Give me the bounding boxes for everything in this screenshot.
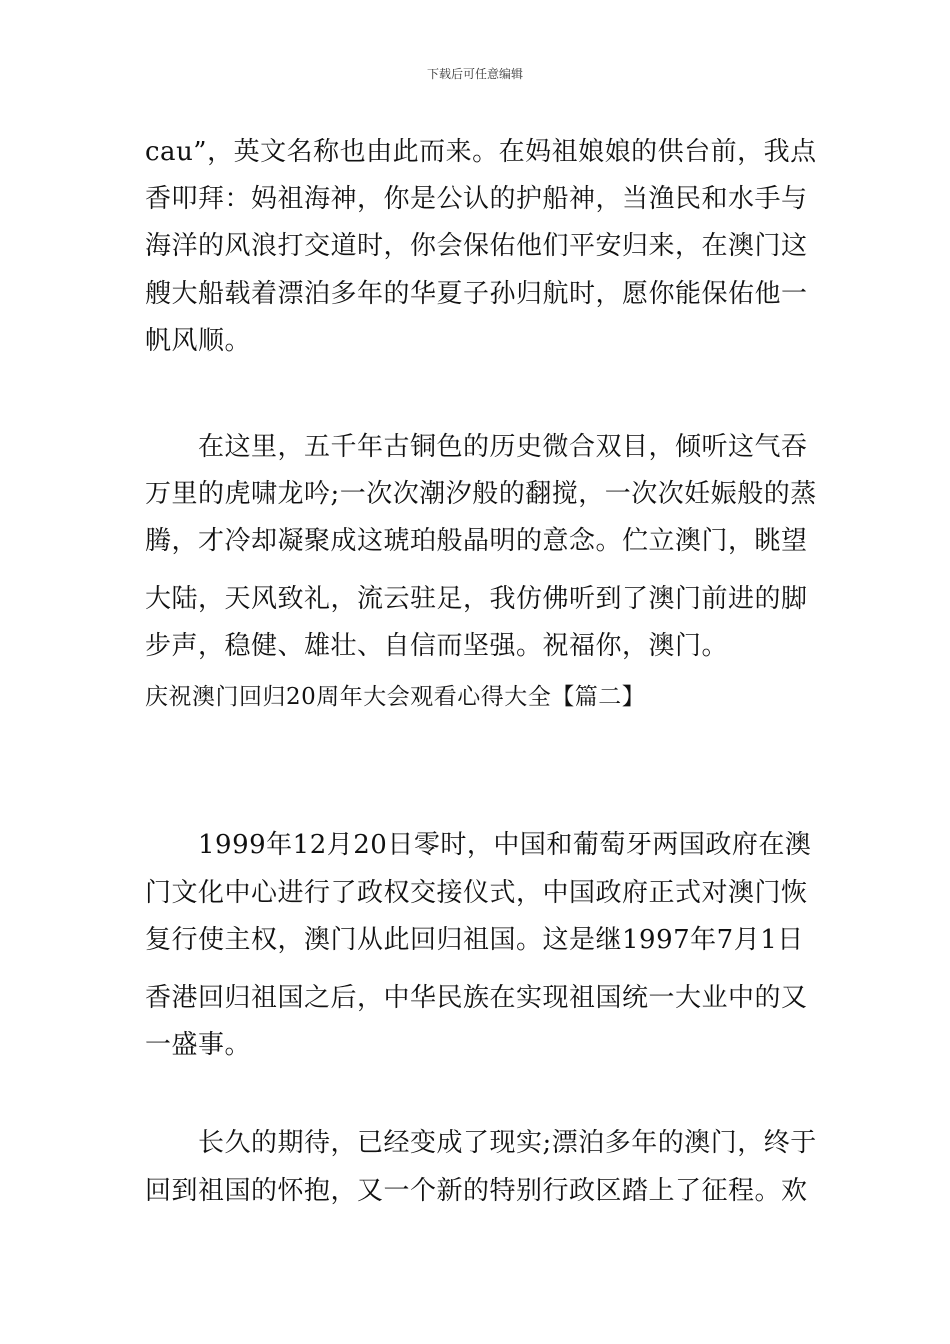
paragraph-2-line-1: 在这里，五千年古铜色的历史微合双目，倾听这气吞 xyxy=(198,432,808,462)
paragraph-2-line-5: 步声，稳健、雄壮、自信而坚强。祝福你，澳门。 xyxy=(145,631,729,661)
paragraph-1-line-2: 香叩拜：妈祖海神，你是公认的护船神，当渔民和水手与 xyxy=(145,184,808,214)
paragraph-3-line-2: 门文化中心进行了政权交接仪式，中国政府正式对澳门恢 xyxy=(145,878,808,908)
paragraph-3-line-3: 复行使主权，澳门从此回归祖国。这是继1997年7月1日 xyxy=(145,925,804,955)
paragraph-4-line-1: 长久的期待，已经变成了现实;漂泊多年的澳门，终于 xyxy=(198,1128,817,1158)
paragraph-3-line-5: 一盛事。 xyxy=(145,1030,252,1060)
paragraph-3-line-4: 香港回归祖国之后，中华民族在实现祖国统一大业中的又 xyxy=(145,983,808,1013)
page-header: 下载后可任意编辑 xyxy=(426,67,523,81)
paragraph-4-line-2: 回到祖国的怀抱，又一个新的特别行政区踏上了征程。欢 xyxy=(145,1176,808,1206)
section-heading: 庆祝澳门回归20周年大会观看心得大全【篇二】 xyxy=(145,684,646,710)
paragraph-1-line-1: cau”，英文名称也由此而来。在妈祖娘娘的供台前，我点 xyxy=(145,137,817,167)
paragraph-2-line-4: 大陆，天风致礼，流云驻足，我仿佛听到了澳门前进的脚 xyxy=(145,584,808,614)
paragraph-1-line-5: 帆风顺。 xyxy=(145,326,252,356)
paragraph-1-line-4: 艘大船载着漂泊多年的华夏子孙归航时，愿你能保佑他一 xyxy=(145,279,808,309)
paragraph-2-line-3: 腾，才冷却凝聚成这琥珀般晶明的意念。伫立澳门，眺望 xyxy=(145,526,808,556)
paragraph-1-line-3: 海洋的风浪打交道时，你会保佑他们平安归来，在澳门这 xyxy=(145,231,808,261)
paragraph-2-line-2: 万里的虎啸龙吟;一次次潮汐般的翻搅，一次次妊娠般的蒸 xyxy=(145,479,817,509)
paragraph-3-line-1: 1999年12月20日零时，中国和葡萄牙两国政府在澳 xyxy=(198,830,812,860)
